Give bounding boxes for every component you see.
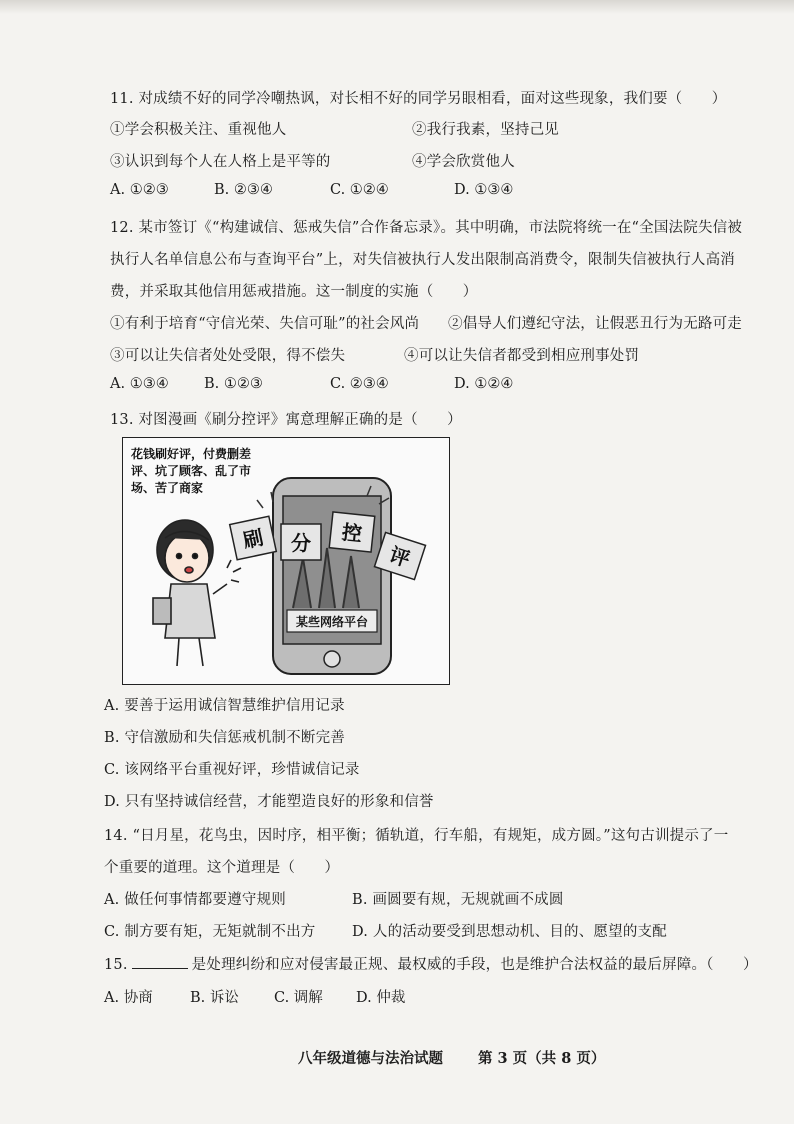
q12-option-d: D. ①②④ bbox=[454, 376, 514, 392]
q15-option-a: A. 协商 bbox=[104, 990, 153, 1006]
q12-option-a: A. ①③④ bbox=[110, 376, 169, 392]
phone-illustration bbox=[273, 478, 391, 674]
q11-option-a: A. ①②③ bbox=[110, 182, 169, 198]
q11-option-b: B. ②③④ bbox=[214, 182, 273, 198]
q14-option-a: A. 做任何事情都要遵守规则 bbox=[104, 892, 286, 908]
q11-statement-4: ④学会欣赏他人 bbox=[412, 154, 515, 170]
q12-statement-4: ④可以让失信者都受到相应刑事处罚 bbox=[404, 348, 640, 364]
q12-stem-line-2: 执行人名单信息公布与查询平台”上，对失信被执行人发出限制高消费令，限制失信被执行人高消 bbox=[110, 252, 736, 268]
q13-option-d: D. 只有坚持诚信经营，才能塑造良好的形象和信誉 bbox=[104, 794, 434, 810]
svg-text:评: 评 bbox=[386, 542, 413, 572]
q13-option-a: A. 要善于运用诚信智慧维护信用记录 bbox=[104, 698, 345, 714]
q13-stem: 13. 对图漫画《刷分控评》寓意理解正确的是（ ） bbox=[110, 412, 462, 428]
footer-page-number: 第 3 页（共 8 页） bbox=[478, 1050, 606, 1067]
q14-stem-line-1: 14. “日月星，花鸟虫，因时序，相平衡；循轨道，行车船，有规矩，成方圆。”这句古训提示了一 bbox=[104, 828, 729, 844]
q14-stem-line-2: 个重要的道理。这个道理是（ ） bbox=[104, 860, 340, 876]
q15-option-c: C. 调解 bbox=[274, 990, 323, 1006]
q11-option-c: C. ①②④ bbox=[330, 182, 389, 198]
q11-statement-2: ②我行我素，坚持己见 bbox=[412, 122, 559, 138]
sign-shua bbox=[230, 516, 277, 560]
girl-figure bbox=[153, 520, 241, 666]
q12-option-c: C. ②③④ bbox=[330, 376, 389, 392]
q11-statement-3: ③认识到每个人在人格上是平等的 bbox=[110, 154, 331, 170]
sign-fen bbox=[281, 524, 321, 560]
q11-option-d: D. ①③④ bbox=[454, 182, 514, 198]
sign-kong bbox=[329, 512, 375, 552]
q12-statement-1: ①有利于培育“守信光荣、失信可耻”的社会风尚 bbox=[110, 316, 420, 332]
q13-option-c: C. 该网络平台重视好评，珍惜诚信记录 bbox=[104, 762, 360, 778]
q15-number: 15. bbox=[104, 957, 128, 973]
q12-option-b: B. ①②③ bbox=[204, 376, 263, 392]
q12-stem-line-3: 费，并采取其他信用惩戒措施。这一制度的实施（ ） bbox=[110, 284, 478, 300]
svg-text:刷: 刷 bbox=[240, 525, 266, 553]
q15-stem bbox=[104, 953, 758, 974]
q15-option-b: B. 诉讼 bbox=[190, 990, 239, 1006]
svg-text:分: 分 bbox=[291, 531, 311, 555]
q15-option-d: D. 仲裁 bbox=[356, 990, 406, 1006]
q12-statement-3: ③可以让失信者处处受限，得不偿失 bbox=[110, 348, 346, 364]
q14-option-b: B. 画圆要有规，无规就画不成圆 bbox=[352, 892, 564, 908]
q11-stem: 11. 对成绩不好的同学冷嘲热讽，对长相不好的同学另眼相看，面对这些现象，我们要（ ） bbox=[110, 91, 727, 107]
cartoon-caption-line-3: 场、苦了商家 bbox=[131, 481, 204, 495]
platform-label: 某些网络平台 bbox=[295, 615, 369, 629]
q13-option-b: B. 守信激励和失信惩戒机制不断完善 bbox=[104, 730, 345, 746]
q14-option-d: D. 人的活动要受到思想动机、目的、愿望的支配 bbox=[352, 924, 667, 940]
q15-stem-text: 是处理纠纷和应对侵害最正规、最权威的手段，也是维护合法权益的最后屏障。（ ） bbox=[191, 957, 758, 973]
q14-option-c: C. 制方要有矩，无矩就制不出方 bbox=[104, 924, 316, 940]
cartoon-caption-line-2: 评、坑了顾客、乱了市 bbox=[131, 464, 252, 478]
q12-statement-2: ②倡导人们遵纪守法，让假恶丑行为无路可走 bbox=[448, 316, 742, 332]
q12-stem-line-1: 12. 某市签订《“构建诚信、惩戒失信”合作备忘录》。其中明确，市法院将统一在“全国法院失信被 bbox=[110, 220, 743, 236]
scan-edge bbox=[0, 0, 794, 14]
footer-subject: 八年级道德与法治试题 bbox=[298, 1050, 443, 1067]
svg-text:控: 控 bbox=[340, 520, 364, 546]
q15-blank bbox=[132, 956, 188, 969]
cartoon-caption-line-1: 花钱刷好评，付费删差 bbox=[131, 447, 252, 461]
cartoon-figure bbox=[122, 437, 450, 685]
q11-statement-1: ①学会积极关注、重视他人 bbox=[110, 122, 287, 138]
